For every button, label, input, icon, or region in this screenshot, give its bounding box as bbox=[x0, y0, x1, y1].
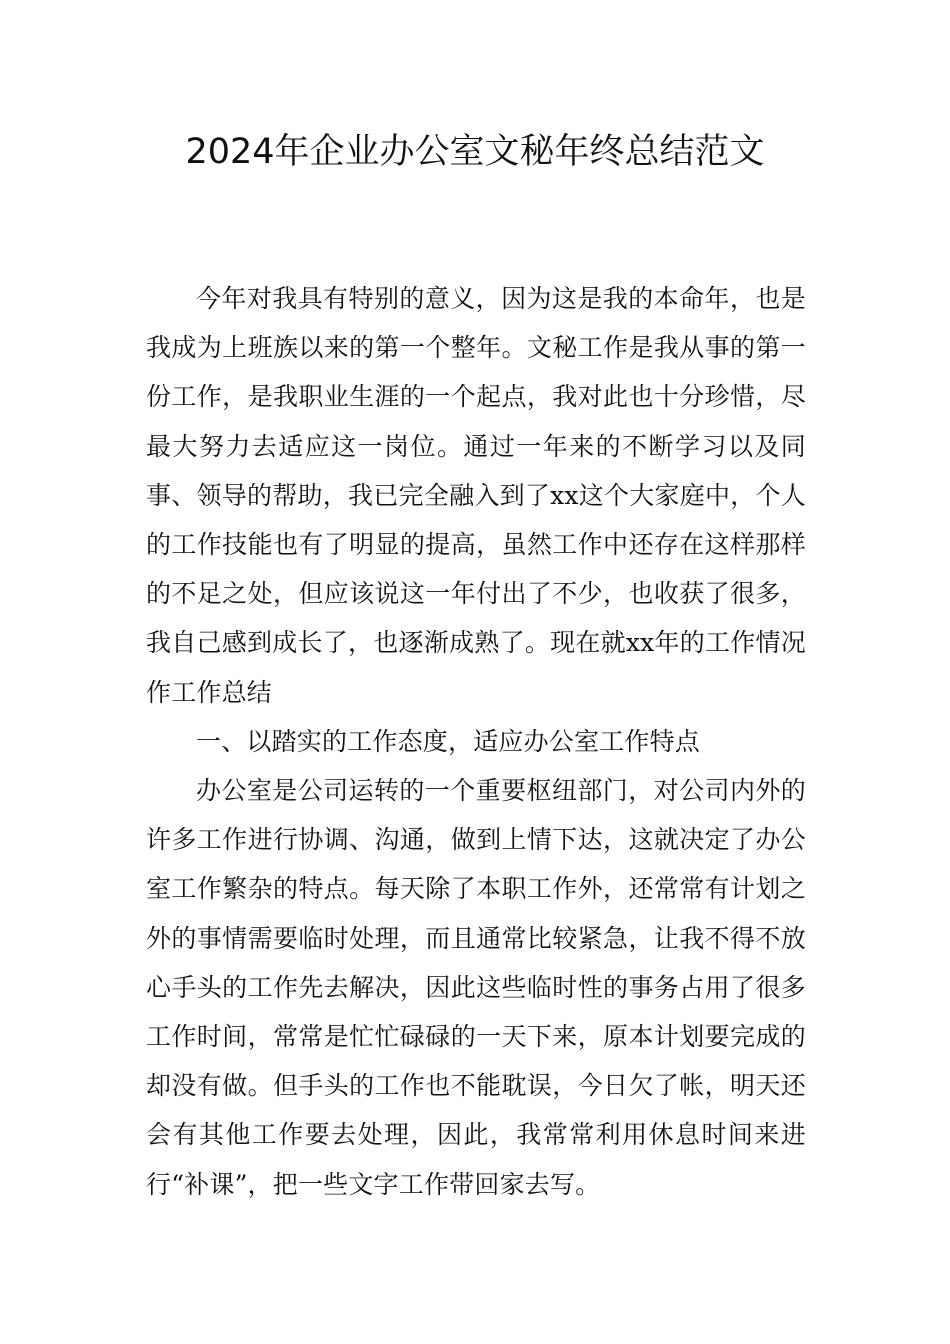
section-heading-1: 一、以踏实的工作态度，适应办公室工作特点 bbox=[196, 726, 701, 756]
paragraph-office-work: 办公室是公司运转的一个重要枢纽部门，对公司内外的许多工作进行协调、沟通，做到上情下达，这就决定了办公室工作繁杂的特点。每天除了本职工作外，还常常有计划之外的事情需要临时处理，而且通常比较紧急，让我不得不放心手头的工作先去解决，因此这些临时性的事务占用了很多工作时间，常常是忙忙碌碌的一天下来，原本计划要完成的却没有做。但手头的工作也不能耽误，今日欠了帐，明天还会有其他工作要去处理，因此，我常常利用休息时间来进行“补课”，把一些文字工作带回家去写。 bbox=[146, 776, 806, 1199]
paragraph-intro: 今年对我具有特别的意义，因为这是我的本命年，也是我成为上班族以来的第一个整年。文秘工作是我从事的第一份工作，是我职业生涯的一个起点，我对此也十分珍惜，尽最大努力去适应这一岗位。通过一年来的不断学习以及同事、领导的帮助，我已完全融入到了xx这个大家庭中，个人的工作技能也有了明显的提高，虽然工作中还存在这样那样的不足之处，但应该说这一年付出了不少，也收获了很多，我自己感到成长了，也逐渐成熟了。现在就xx年的工作情况作工作总结 bbox=[146, 284, 806, 707]
document-body bbox=[146, 274, 806, 1209]
document-title: 2024年企业办公室文秘年终总结范文 bbox=[185, 132, 765, 172]
